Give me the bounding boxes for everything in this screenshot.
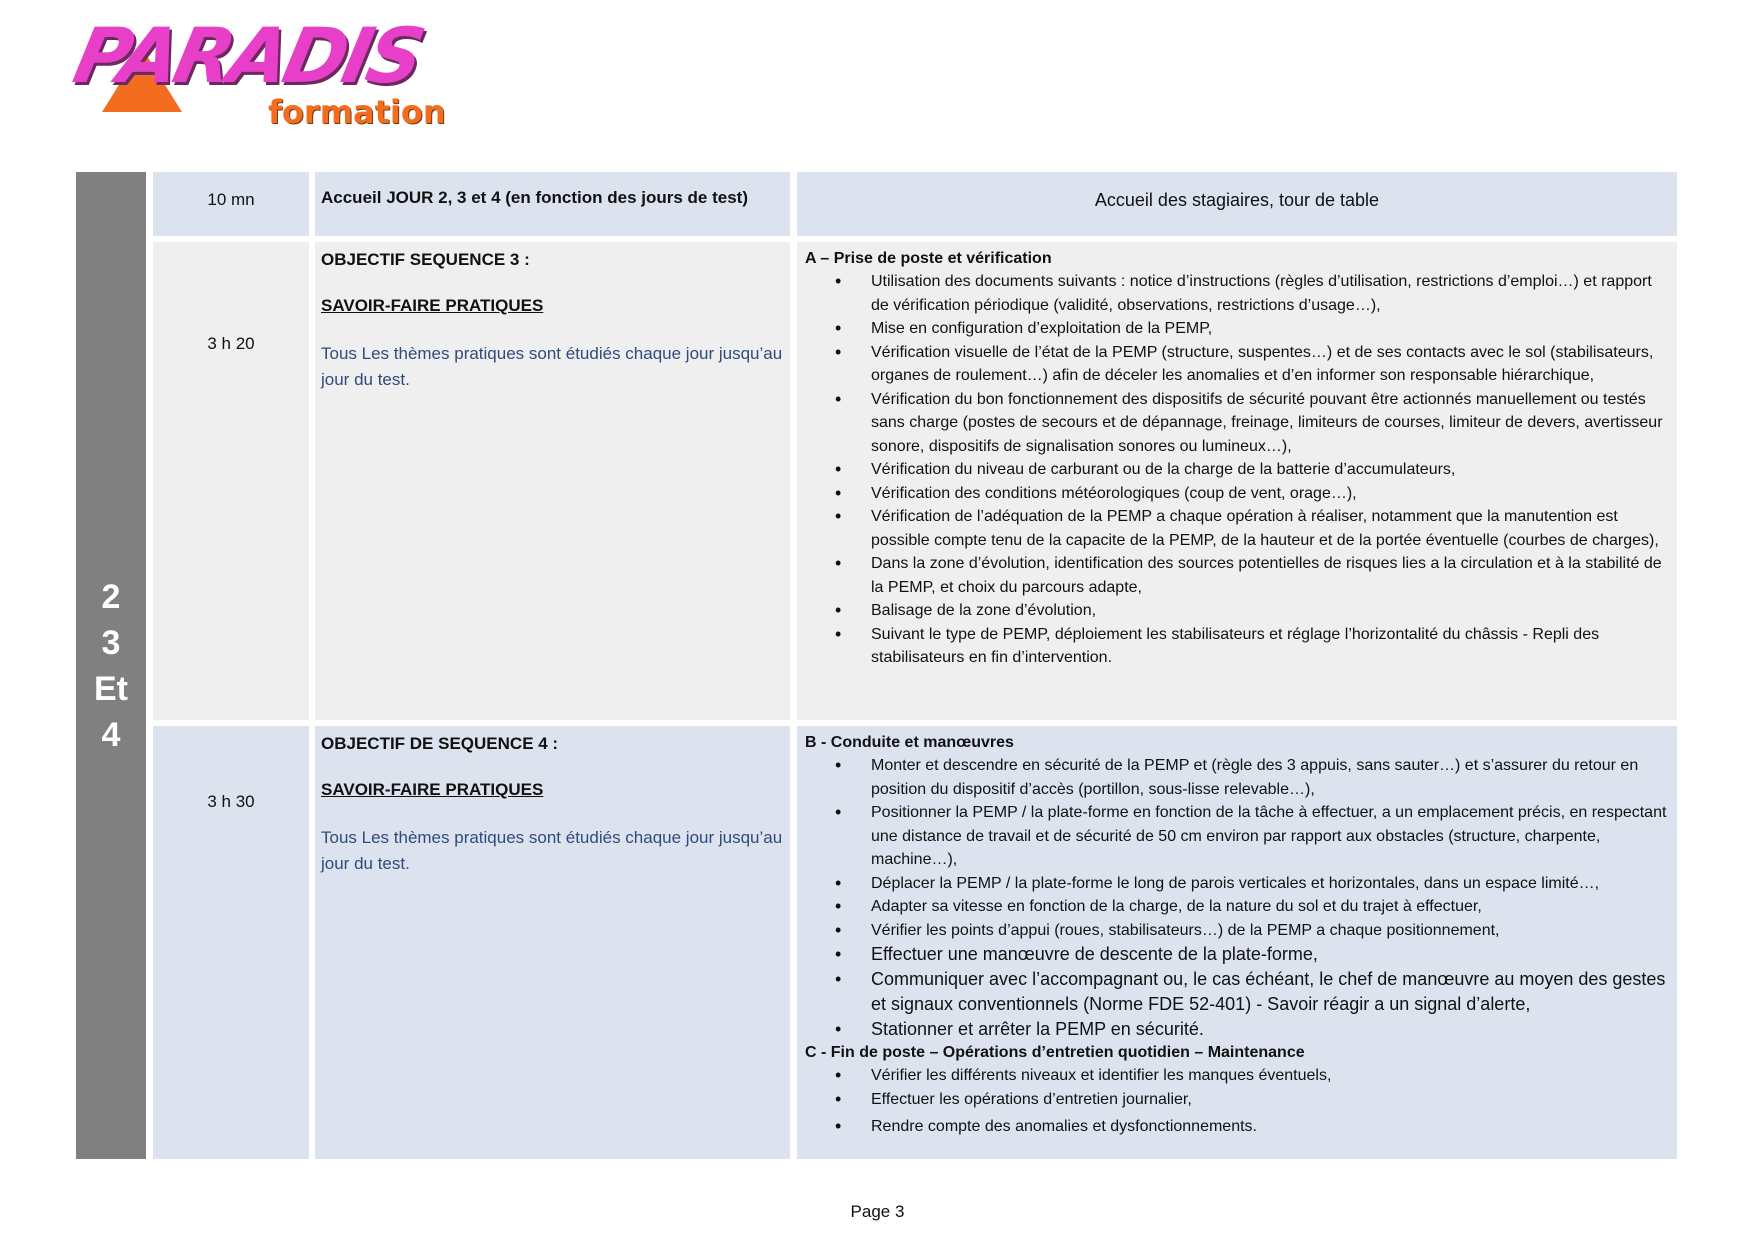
list-item: • Vérification de l’adéquation de la PEMP a chaque opération à réaliser, notamment que la manutention est possible compte tenu de la capacite de la PEMP, de la hauteur et de la portée éventuelle (courbes de charges), <box>871 505 1669 552</box>
list-item: • Monter et descendre en sécurité de la PEMP et (règle des 3 appuis, sans sauter…) et s’assurer du retour en position du dispositif d’accès (portillon, sous-lisse relevable…), <box>871 754 1669 801</box>
list-item: • Stationner et arrêter la PEMP en sécurité. <box>871 1017 1669 1042</box>
list-item: • Mise en configuration d’exploitation de la PEMP, <box>871 317 1669 341</box>
section-title: C - Fin de poste – Opérations d’entretien quotidien – Maintenance <box>805 1044 1305 1061</box>
session-title-cell: Accueil JOUR 2, 3 et 4 (en fonction des jours de test) <box>315 172 790 236</box>
section-title: A – Prise de poste et vérification <box>805 250 1052 267</box>
list-item: • Vérification des conditions météorologiques (coup de vent, orage…), <box>871 482 1669 506</box>
duration-cell: 10 mn <box>153 172 309 236</box>
section-title: B - Conduite et manœuvres <box>805 734 1014 751</box>
content-cell <box>797 242 1677 720</box>
objective-title: OBJECTIF DE SEQUENCE 4 : <box>321 734 559 753</box>
page-number: Page 3 <box>850 1202 905 1221</box>
day-label-line: 4 <box>101 715 121 754</box>
duration-cell: 3 h 30 <box>153 726 309 1159</box>
list-item: • Déplacer la PEMP / la plate-forme le long de parois verticales et horizontales, dans un espace limité…, <box>871 872 1669 896</box>
list-item: • Vérifier les différents niveaux et identifier les manques éventuels, <box>871 1064 1669 1088</box>
objective-subtitle: SAVOIR-FAIRE PRATIQUES <box>321 780 544 799</box>
list-item: • Balisage de la zone d’évolution, <box>871 599 1669 623</box>
list-item: • Vérification visuelle de l’état de la PEMP (structure, suspentes…) et de ses contacts avec le sol (stabilisateurs, organes de roulement…) afin de déceler les anomalies et d’en informer son responsable hiérarchique, <box>871 341 1669 388</box>
objective-note: Tous Les thèmes pratiques sont étudiés chaque jour jusqu’au jour du test. <box>321 344 783 389</box>
list-item: • Vérifier les points d’appui (roues, stabilisateurs…) de la PEMP a chaque positionnement, <box>871 919 1669 943</box>
day-column <box>76 172 146 1159</box>
paradis-formation-logo <box>66 11 476 138</box>
list-item: • Effectuer une manœuvre de descente de la plate-forme, <box>871 942 1669 967</box>
objective-cell <box>315 726 790 1159</box>
logo-sub-text: formation <box>268 93 446 131</box>
section-list <box>805 1064 1669 1139</box>
list-item: • Utilisation des documents suivants : notice d’instructions (règles d’utilisation, restrictions d’emploi…) et rapport de vérification périodique (validité, observations, restrictions d’usage…), <box>871 270 1669 317</box>
list-item: • Rendre compte des anomalies et dysfonctionnements. <box>871 1115 1669 1139</box>
objective-subtitle: SAVOIR-FAIRE PRATIQUES <box>321 296 544 315</box>
list-item: • Vérification du bon fonctionnement des dispositifs de sécurité pouvant être actionnés manuellement ou testés sans charge (postes de secours et de dépannage, freinage, limiteurs de courses, limiteur de devers, avertisseur sonore, dispositifs de signalisation sonores ou lumineux…), <box>871 388 1669 459</box>
objective-note: Tous Les thèmes pratiques sont étudiés chaque jour jusqu’au jour du test. <box>321 828 783 873</box>
list-item: • Suivant le type de PEMP, déploiement les stabilisateurs et réglage l’horizontalité du châssis - Repli des stabilisateurs en fin d’intervention. <box>871 623 1669 670</box>
objective-cell <box>315 242 790 720</box>
section-list <box>805 270 1669 670</box>
list-item: • Positionner la PEMP / la plate-forme en fonction de la tâche à effectuer, a un emplacement précis, en respectant une distance de travail et de sécurité de 50 cm environ par rapport aux obstacles (structure, charpente, machine…), <box>871 801 1669 872</box>
list-item: • Communiquer avec l’accompagnant ou, le cas échéant, le chef de manœuvre au moyen des gestes et signaux conventionnels (Norme FDE 52-401) - Savoir réagir a un signal d’alerte, <box>871 967 1669 1017</box>
list-item: • Adapter sa vitesse en fonction de la charge, de la nature du sol et du trajet à effectuer, <box>871 895 1669 919</box>
logo-brand-text: PARADIS <box>66 11 429 100</box>
session-content-cell: Accueil des stagiaires, tour de table <box>797 172 1677 236</box>
day-label-line: Et <box>94 669 128 708</box>
list-item: • Effectuer les opérations d’entretien journalier, <box>871 1088 1669 1112</box>
content-cell <box>797 726 1677 1159</box>
day-label-line: 3 <box>101 623 121 662</box>
objective-title: OBJECTIF SEQUENCE 3 : <box>321 250 530 269</box>
day-label-line: 2 <box>101 577 121 616</box>
list-item: • Vérification du niveau de carburant ou de la charge de la batterie d’accumulateurs, <box>871 458 1669 482</box>
section-list <box>805 754 1669 1042</box>
duration-cell: 3 h 20 <box>153 242 309 720</box>
list-item: • Dans la zone d’évolution, identification des sources potentielles de risques lies a la circulation et à la stabilité de la PEMP, et choix du parcours adapte, <box>871 552 1669 599</box>
